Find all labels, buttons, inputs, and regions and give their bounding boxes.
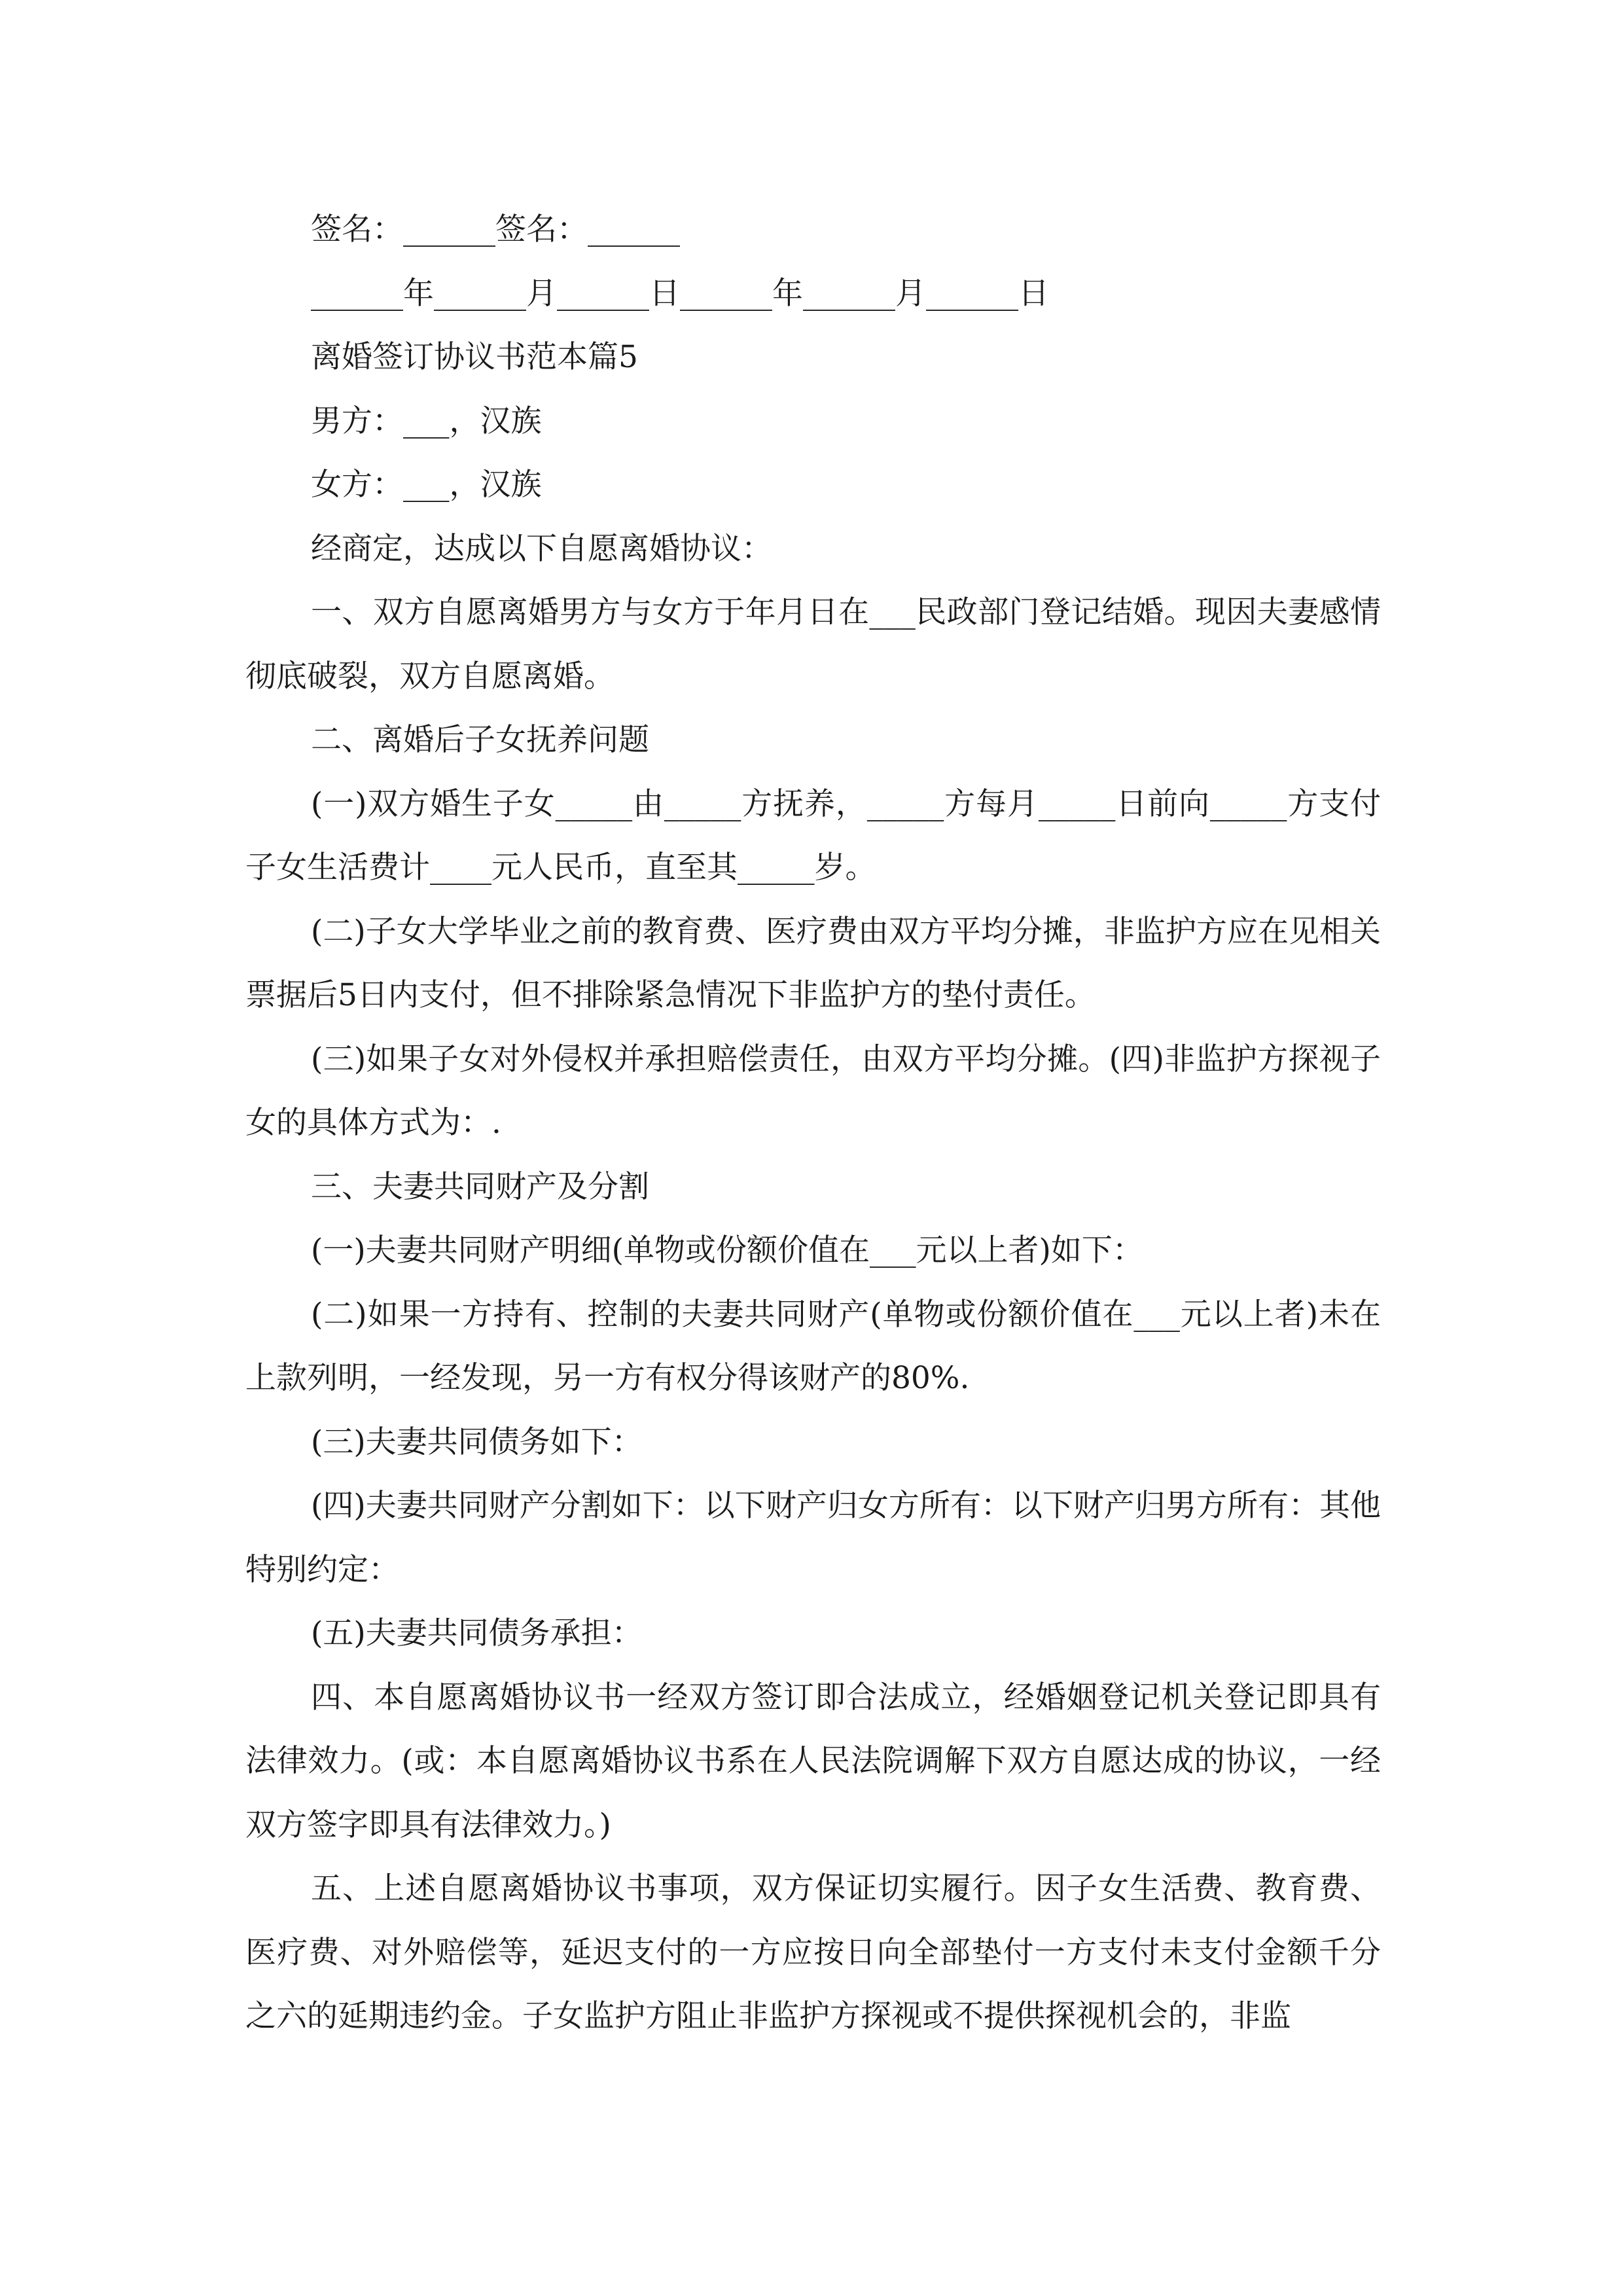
section-title: 离婚签订协议书范本篇5 bbox=[311, 339, 638, 375]
clause-2-item-3: (三)如果子女对外侵权并承担赔偿责任，由双方平均分摊。(四)非监护方探视子女的具体方式为：. bbox=[245, 1041, 1381, 1141]
clause-3-item-1: (一)夫妻共同财产明细(单物或份额价值在___元以上者)如下： bbox=[311, 1232, 1143, 1268]
male-party-line: 男方：___，汉族 bbox=[311, 403, 542, 439]
date-line: ______年______月______日______年______月______日 bbox=[311, 275, 1049, 312]
document-page bbox=[245, 198, 1381, 2049]
clause-1: 一、双方自愿离婚男方与女方于年月日在___民政部门登记结婚。现因夫妻感情彻底破裂，双方自愿离婚。 bbox=[245, 594, 1381, 694]
agreement-intro: 经商定，达成以下自愿离婚协议： bbox=[311, 530, 772, 567]
signature-line: 签名：______签名：______ bbox=[311, 211, 680, 247]
clause-2-item-2: (二)子女大学毕业之前的教育费、医疗费由双方平均分摊，非监护方应在见相关票据后5日内支付，但不排除紧急情况下非监护方的垫付责任。 bbox=[245, 913, 1381, 1013]
clause-4: 四、本自愿离婚协议书一经双方签订即合法成立，经婚姻登记机关登记即具有法律效力。(或：本自愿离婚协议书系在人民法院调解下双方自愿达成的协议，一经双方签字即具有法律效力。) bbox=[245, 1679, 1381, 1843]
clause-2-item-1: (一)双方婚生子女_____由_____方抚养，_____方每月_____日前向_____方支付子女生活费计____元人民币，直至其_____岁。 bbox=[245, 785, 1381, 886]
clause-2-heading: 二、离婚后子女抚养问题 bbox=[311, 722, 649, 758]
clause-3-item-3: (三)夫妻共同债务如下： bbox=[311, 1424, 643, 1460]
clause-3-heading: 三、夫妻共同财产及分割 bbox=[311, 1168, 649, 1205]
female-party-line: 女方：___，汉族 bbox=[311, 467, 542, 503]
clause-5: 五、上述自愿离婚协议书事项，双方保证切实履行。因子女生活费、教育费、医疗费、对外赔偿等，延迟支付的一方应按日向全部垫付一方支付未支付金额千分之六的延期违约金。子女监护方阻止非监护方探视或不提供探视机会的，非监 bbox=[245, 1871, 1381, 2034]
clause-3-item-2: (二)如果一方持有、控制的夫妻共同财产(单物或份额价值在___元以上者)未在上款列明，一经发现，另一方有权分得该财产的80%. bbox=[245, 1296, 1381, 1396]
clause-3-item-5: (五)夫妻共同债务承担： bbox=[311, 1615, 643, 1651]
clause-3-item-4: (四)夫妻共同财产分割如下：以下财产归女方所有：以下财产归男方所有：其他特别约定： bbox=[245, 1488, 1381, 1588]
